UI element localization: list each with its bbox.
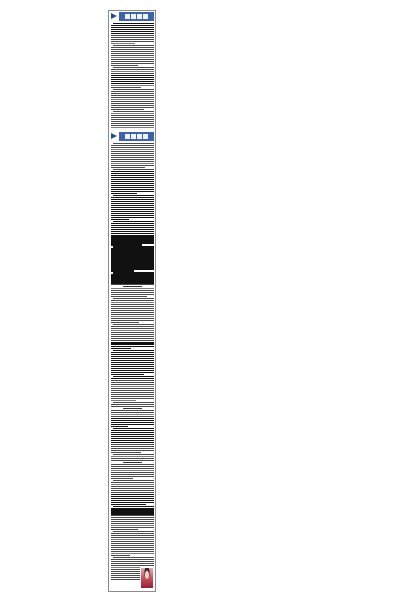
text-line (111, 97, 154, 98)
text-line (111, 155, 154, 156)
text-line (111, 470, 154, 471)
text-line (111, 527, 154, 528)
text-line (111, 394, 154, 395)
text-line (111, 448, 154, 449)
text-line (111, 47, 154, 48)
text-line (111, 390, 154, 391)
text-line (111, 392, 154, 393)
text-line (111, 404, 154, 405)
text-line (111, 412, 154, 413)
text-line (113, 169, 154, 170)
text-line (113, 143, 154, 144)
header-glyph (137, 134, 142, 139)
header-glyph (125, 14, 130, 19)
text-line (111, 539, 154, 540)
text-line (111, 446, 154, 447)
text-line (111, 521, 154, 522)
text-line (111, 63, 154, 64)
text-line (111, 398, 154, 399)
text-line (113, 557, 154, 558)
header-glyph (143, 134, 148, 139)
text-line (113, 480, 154, 481)
text-line (111, 563, 154, 564)
text-line (111, 458, 154, 459)
text-line (111, 288, 154, 289)
text-line (111, 101, 154, 102)
text-line (111, 406, 154, 407)
text-line (111, 452, 141, 453)
text-line (111, 482, 154, 483)
text-line (111, 87, 141, 88)
text-line (111, 523, 154, 524)
header-glyph (125, 134, 130, 139)
text-line (111, 51, 154, 52)
text-line (111, 304, 154, 305)
text-line (111, 294, 154, 295)
text-block-1 (111, 23, 154, 129)
text-line (111, 53, 154, 54)
text-line (111, 296, 147, 297)
text-line (113, 298, 154, 299)
text-line (111, 320, 154, 321)
text-line (111, 312, 154, 313)
text-line (111, 73, 154, 74)
section-header-2 (110, 132, 155, 141)
text-line (111, 474, 154, 475)
text-line (111, 400, 136, 401)
text-line (111, 109, 144, 110)
text-line (113, 454, 154, 455)
text-line (111, 290, 154, 291)
text-line (111, 300, 154, 301)
text-line (111, 115, 154, 116)
text-line (113, 67, 154, 68)
text-line (123, 408, 142, 409)
text-line (111, 107, 154, 108)
text-line (111, 328, 154, 329)
text-line (111, 486, 154, 487)
text-line (113, 111, 154, 112)
text-line (111, 43, 135, 44)
text-line (111, 163, 154, 164)
text-line (111, 292, 154, 293)
text-line (111, 561, 154, 562)
text-line (111, 167, 145, 168)
text-line (111, 39, 154, 40)
text-line (111, 545, 154, 546)
text-line (111, 541, 154, 542)
text-line (111, 103, 154, 104)
text-line (111, 316, 154, 317)
text-line (111, 310, 154, 311)
text-line (111, 159, 154, 160)
text-block-2 (111, 143, 154, 589)
play-triangle-icon (111, 133, 117, 139)
text-line (111, 147, 154, 148)
section-header-bar (119, 132, 154, 141)
text-line (111, 127, 154, 128)
section-header-1 (110, 12, 155, 21)
text-line (111, 410, 154, 411)
text-line (123, 462, 142, 463)
text-line (111, 35, 154, 36)
text-line (111, 161, 154, 162)
text-line (111, 123, 154, 124)
text-line (111, 105, 154, 106)
text-line (111, 553, 154, 554)
portrait-photo (140, 567, 154, 589)
text-line (123, 286, 142, 287)
text-line (111, 517, 154, 518)
text-line (111, 464, 154, 465)
text-line (111, 478, 133, 479)
text-line (111, 525, 154, 526)
text-line (111, 93, 154, 94)
text-line (111, 302, 154, 303)
text-line (111, 125, 154, 126)
text-line (111, 308, 154, 309)
text-line (111, 113, 154, 114)
text-line (111, 543, 154, 544)
text-line (111, 165, 154, 166)
text-line (111, 338, 154, 339)
text-line (111, 119, 154, 120)
text-line (111, 59, 154, 60)
text-line (111, 555, 130, 556)
text-line (111, 559, 154, 560)
text-line (111, 57, 154, 58)
text-line (111, 547, 154, 548)
text-line (111, 95, 154, 96)
text-line (111, 468, 154, 469)
text-line (111, 476, 154, 477)
header-glyph (137, 14, 142, 19)
text-line (111, 336, 154, 337)
text-line (111, 153, 154, 154)
text-line (111, 537, 154, 538)
text-line (111, 492, 154, 493)
text-line (111, 382, 154, 383)
text-line (111, 61, 154, 62)
text-line (111, 334, 154, 335)
header-glyph (143, 14, 148, 19)
news-column (108, 10, 156, 592)
section-header-bar (119, 12, 154, 21)
text-line (111, 145, 154, 146)
text-line (113, 45, 154, 46)
text-line (111, 91, 154, 92)
text-line (111, 41, 154, 42)
text-line (111, 326, 154, 327)
text-line (111, 306, 154, 307)
text-line (111, 460, 154, 461)
text-line (111, 450, 154, 451)
text-line (111, 466, 154, 467)
text-line (111, 519, 154, 520)
text-line (111, 157, 154, 158)
play-triangle-icon (111, 13, 117, 19)
text-line (111, 71, 154, 72)
text-line (111, 340, 154, 341)
text-line (111, 490, 154, 491)
text-line (111, 549, 154, 550)
text-line (111, 529, 138, 530)
text-line (111, 488, 154, 489)
text-line (111, 99, 154, 100)
text-line (111, 121, 154, 122)
text-line (113, 324, 154, 325)
text-line (111, 416, 154, 417)
header-glyph (131, 14, 136, 19)
text-line (111, 388, 154, 389)
text-line (111, 322, 139, 323)
text-line (111, 384, 154, 385)
text-line (111, 515, 154, 516)
text-line (111, 396, 154, 397)
text-line (111, 284, 154, 285)
text-line (113, 402, 154, 403)
text-line (111, 444, 154, 445)
text-line (111, 414, 154, 415)
text-line (111, 85, 154, 86)
text-line (111, 151, 154, 152)
text-line (111, 551, 154, 552)
text-line (111, 314, 154, 315)
text-line (113, 89, 154, 90)
text-line (111, 49, 154, 50)
text-line (111, 117, 154, 118)
header-glyph (131, 134, 136, 139)
text-line (111, 533, 154, 534)
text-line (111, 380, 154, 381)
text-line (111, 318, 154, 319)
text-line (111, 456, 154, 457)
text-line (111, 330, 154, 331)
text-line (111, 332, 154, 333)
text-line (111, 37, 154, 38)
text-line (111, 149, 154, 150)
text-line (113, 531, 154, 532)
text-line (111, 55, 154, 56)
text-line (111, 69, 154, 70)
text-line (111, 386, 154, 387)
text-line (111, 484, 154, 485)
text-line (111, 65, 138, 66)
text-line (111, 472, 154, 473)
text-line (111, 535, 154, 536)
